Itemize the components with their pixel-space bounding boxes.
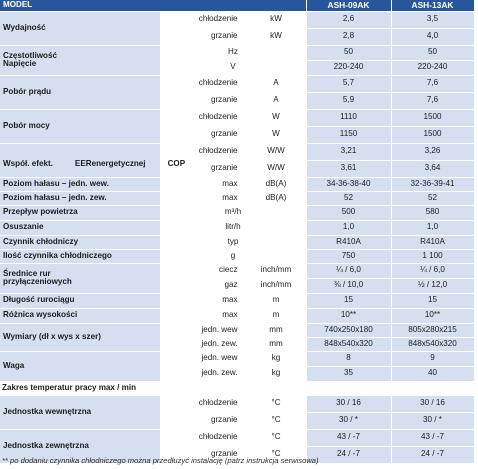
condition-cell: chłodzenie	[160, 11, 246, 28]
table-row	[0, 143, 474, 160]
unit-cell: °C	[246, 395, 306, 412]
value-ash-13ak: 10**	[391, 308, 474, 323]
table-row	[0, 249, 474, 263]
section-title: Zakres temperatur pracy max / min	[0, 381, 474, 395]
value-ash-13ak: R410A	[391, 235, 474, 249]
param-label: Wydajność	[0, 11, 160, 45]
unit-cell: °C	[246, 446, 306, 463]
value-ash-13ak: 805x280x215	[391, 323, 474, 337]
header-unit-2: ASH-13AK	[391, 0, 474, 11]
condition-cell: jedn. zew.	[160, 337, 246, 351]
unit-cell: m	[246, 308, 306, 323]
value-ash-13ak: 30 / *	[391, 412, 474, 429]
condition-cell: ciecz	[160, 263, 246, 278]
value-ash-09ak: 500	[306, 205, 391, 220]
value-ash-13ak: 4,0	[391, 28, 474, 45]
value-ash-09ak: 740x250x180	[306, 323, 391, 337]
unit-cell: °C	[246, 429, 306, 446]
value-ash-13ak: 30 / 16	[391, 395, 474, 412]
unit-cell: typ	[160, 235, 306, 249]
value-ash-09ak: 2,6	[306, 11, 391, 28]
value-ash-09ak: 5,9	[306, 92, 391, 109]
table-row	[0, 75, 474, 92]
footnote: ** po dodaniu czynnika chłodniczego można przedłużyć instalację (patrz instrukcja serwisowa)	[2, 456, 319, 465]
value-ash-13ak: 3,26	[391, 143, 474, 160]
condition-cell: max	[160, 308, 246, 323]
header-row	[0, 0, 474, 11]
value-ash-09ak: ¼ / 6,0	[306, 263, 391, 278]
unit-cell: inch/mm	[246, 278, 306, 293]
value-ash-09ak: 43 / -7	[306, 429, 391, 446]
value-ash-13ak: 1 100	[391, 249, 474, 263]
value-ash-09ak: 750	[306, 249, 391, 263]
param-label: Jednostka zewnętrzna	[0, 429, 160, 463]
value-ash-09ak: 1110	[306, 109, 391, 126]
table-row	[0, 109, 474, 126]
condition-cell: grzanie	[160, 160, 246, 177]
param-label-line: Napięcie	[3, 59, 37, 68]
condition-cell: grzanie	[160, 92, 246, 109]
value-ash-13ak: 43 / -7	[391, 429, 474, 446]
value-ash-13ak: 52	[391, 191, 474, 205]
condition-cell: grzanie	[160, 28, 246, 45]
unit-cell: m	[246, 293, 306, 308]
param-label: Poziom hałasu – jedn. zew.	[0, 191, 160, 205]
condition-cell: grzanie	[160, 126, 246, 143]
value-ash-09ak: 50	[306, 45, 391, 60]
param-label-line1: Współ. efekt.	[3, 159, 53, 169]
value-ash-13ak: 15	[391, 293, 474, 308]
param-label: Waga	[0, 351, 160, 381]
param-label: Ilość czynnika chłodniczego	[0, 249, 160, 263]
condition-cell: max	[160, 177, 246, 191]
condition-cell: max	[160, 293, 246, 308]
unit-cell: W/W	[246, 160, 306, 177]
unit-cell: kW	[246, 28, 306, 45]
value-ash-13ak: 7,6	[391, 75, 474, 92]
table-row	[0, 11, 474, 28]
value-ash-13ak: 24 / -7	[391, 446, 474, 463]
param-label: Poziom hałasu – jedn. wew.	[0, 177, 160, 191]
unit-cell: litr/h	[160, 220, 306, 235]
unit-cell: A	[246, 75, 306, 92]
table-row	[0, 177, 474, 191]
value-ash-13ak: ¼ / 6,0	[391, 263, 474, 278]
param-label: Osuszanie	[0, 220, 160, 235]
param-label	[0, 263, 160, 293]
param-label	[0, 45, 160, 75]
value-ash-09ak: 3,21	[306, 143, 391, 160]
unit-cell: inch/mm	[246, 263, 306, 278]
condition-cell: chłodzenie	[160, 75, 246, 92]
value-ash-09ak: 35	[306, 366, 391, 381]
unit-cell: °C	[246, 412, 306, 429]
value-ash-09ak: ⅜ / 10,0	[306, 278, 391, 293]
param-label: Jednostka wewnętrzna	[0, 395, 160, 429]
value-ash-09ak: 3,61	[306, 160, 391, 177]
value-ash-09ak: 30 / 16	[306, 395, 391, 412]
value-ash-13ak: 50	[391, 45, 474, 60]
param-label-line: przyłączeniowych	[3, 277, 72, 286]
param-label-eer: EER	[74, 159, 92, 169]
table-row	[0, 395, 474, 412]
value-ash-09ak: 30 / *	[306, 412, 391, 429]
unit-cell: mm	[246, 337, 306, 351]
value-ash-13ak: 580	[391, 205, 474, 220]
condition-cell: gaz	[160, 278, 246, 293]
unit-cell: mm	[246, 323, 306, 337]
param-label	[0, 143, 186, 177]
table-row	[0, 381, 474, 395]
table-row	[0, 45, 474, 60]
value-ash-09ak: 848x540x320	[306, 337, 391, 351]
value-ash-09ak: R410A	[306, 235, 391, 249]
unit-cell: kW	[246, 11, 306, 28]
param-label: Przepływ powietrza	[0, 205, 160, 220]
value-ash-13ak: 3,5	[391, 11, 474, 28]
table-row	[0, 429, 474, 446]
value-ash-09ak: 2,8	[306, 28, 391, 45]
table-row	[0, 351, 474, 366]
unit-cell: dB(A)	[246, 191, 306, 205]
value-ash-13ak: 1,0	[391, 220, 474, 235]
unit-cell: W/W	[246, 143, 306, 160]
unit-cell: kg	[246, 351, 306, 366]
value-ash-09ak: 10**	[306, 308, 391, 323]
table-row	[0, 293, 474, 308]
value-ash-13ak: 848x540x320	[391, 337, 474, 351]
condition-cell: jedn. wew	[160, 323, 246, 337]
value-ash-09ak: 24 / -7	[306, 446, 391, 463]
value-ash-13ak: 7,6	[391, 92, 474, 109]
value-ash-09ak: 5,7	[306, 75, 391, 92]
condition-cell: chłodzenie	[160, 429, 246, 446]
table-row	[0, 263, 474, 278]
value-ash-13ak: 3,64	[391, 160, 474, 177]
unit-cell: A	[246, 92, 306, 109]
unit-cell: W	[246, 109, 306, 126]
header-model: MODEL	[0, 0, 306, 11]
value-ash-09ak: 1,0	[306, 220, 391, 235]
unit-cell: kg	[246, 366, 306, 381]
condition-cell: grzanie	[160, 446, 246, 463]
condition-cell: grzanie	[160, 412, 246, 429]
param-label: Wymiary (dł x wys x szer)	[0, 323, 160, 351]
value-ash-13ak: 1500	[391, 109, 474, 126]
table-row	[0, 220, 474, 235]
param-label: Czynnik chłodniczy	[0, 235, 160, 249]
value-ash-13ak: 220-240	[391, 60, 474, 75]
header-unit-1: ASH-09AK	[306, 0, 391, 11]
param-label-line: Średnice rur	[3, 268, 51, 278]
param-label-cop: COP	[167, 159, 186, 169]
value-ash-13ak: ½ / 12,0	[391, 278, 474, 293]
table-row	[0, 191, 474, 205]
value-ash-13ak: 40	[391, 366, 474, 381]
value-ash-13ak: 9	[391, 351, 474, 366]
value-ash-09ak: 52	[306, 191, 391, 205]
table-row	[0, 323, 474, 337]
table-row	[0, 308, 474, 323]
value-ash-09ak: 34-36-38-40	[306, 177, 391, 191]
condition-cell: chłodzenie	[160, 395, 246, 412]
value-ash-09ak: 1150	[306, 126, 391, 143]
unit-cell: m³/h	[160, 205, 306, 220]
param-label: Długość rurociągu	[0, 293, 160, 308]
unit-cell: Hz	[160, 45, 306, 60]
unit-cell: V	[160, 60, 306, 75]
condition-cell: jedn. wew	[160, 351, 246, 366]
unit-cell: g	[160, 249, 306, 263]
condition-cell: chłodzenie	[160, 109, 246, 126]
value-ash-13ak: 32-36-39-41	[391, 177, 474, 191]
param-label-line2: energetycznej	[91, 159, 146, 169]
table-row	[0, 235, 474, 249]
unit-cell: dB(A)	[246, 177, 306, 191]
condition-cell: chłodzenie	[160, 143, 246, 160]
unit-cell: W	[246, 126, 306, 143]
value-ash-13ak: 1500	[391, 126, 474, 143]
value-ash-09ak: 15	[306, 293, 391, 308]
condition-cell: max	[160, 191, 246, 205]
condition-cell: jedn. zew.	[160, 366, 246, 381]
param-label: Pobór prądu	[0, 75, 160, 109]
value-ash-09ak: 8	[306, 351, 391, 366]
table-row	[0, 205, 474, 220]
param-label: Różnica wysokości	[0, 308, 160, 323]
value-ash-09ak: 220-240	[306, 60, 391, 75]
param-label: Pobór mocy	[0, 109, 160, 143]
param-label-line: Częstotliwość	[3, 50, 57, 60]
